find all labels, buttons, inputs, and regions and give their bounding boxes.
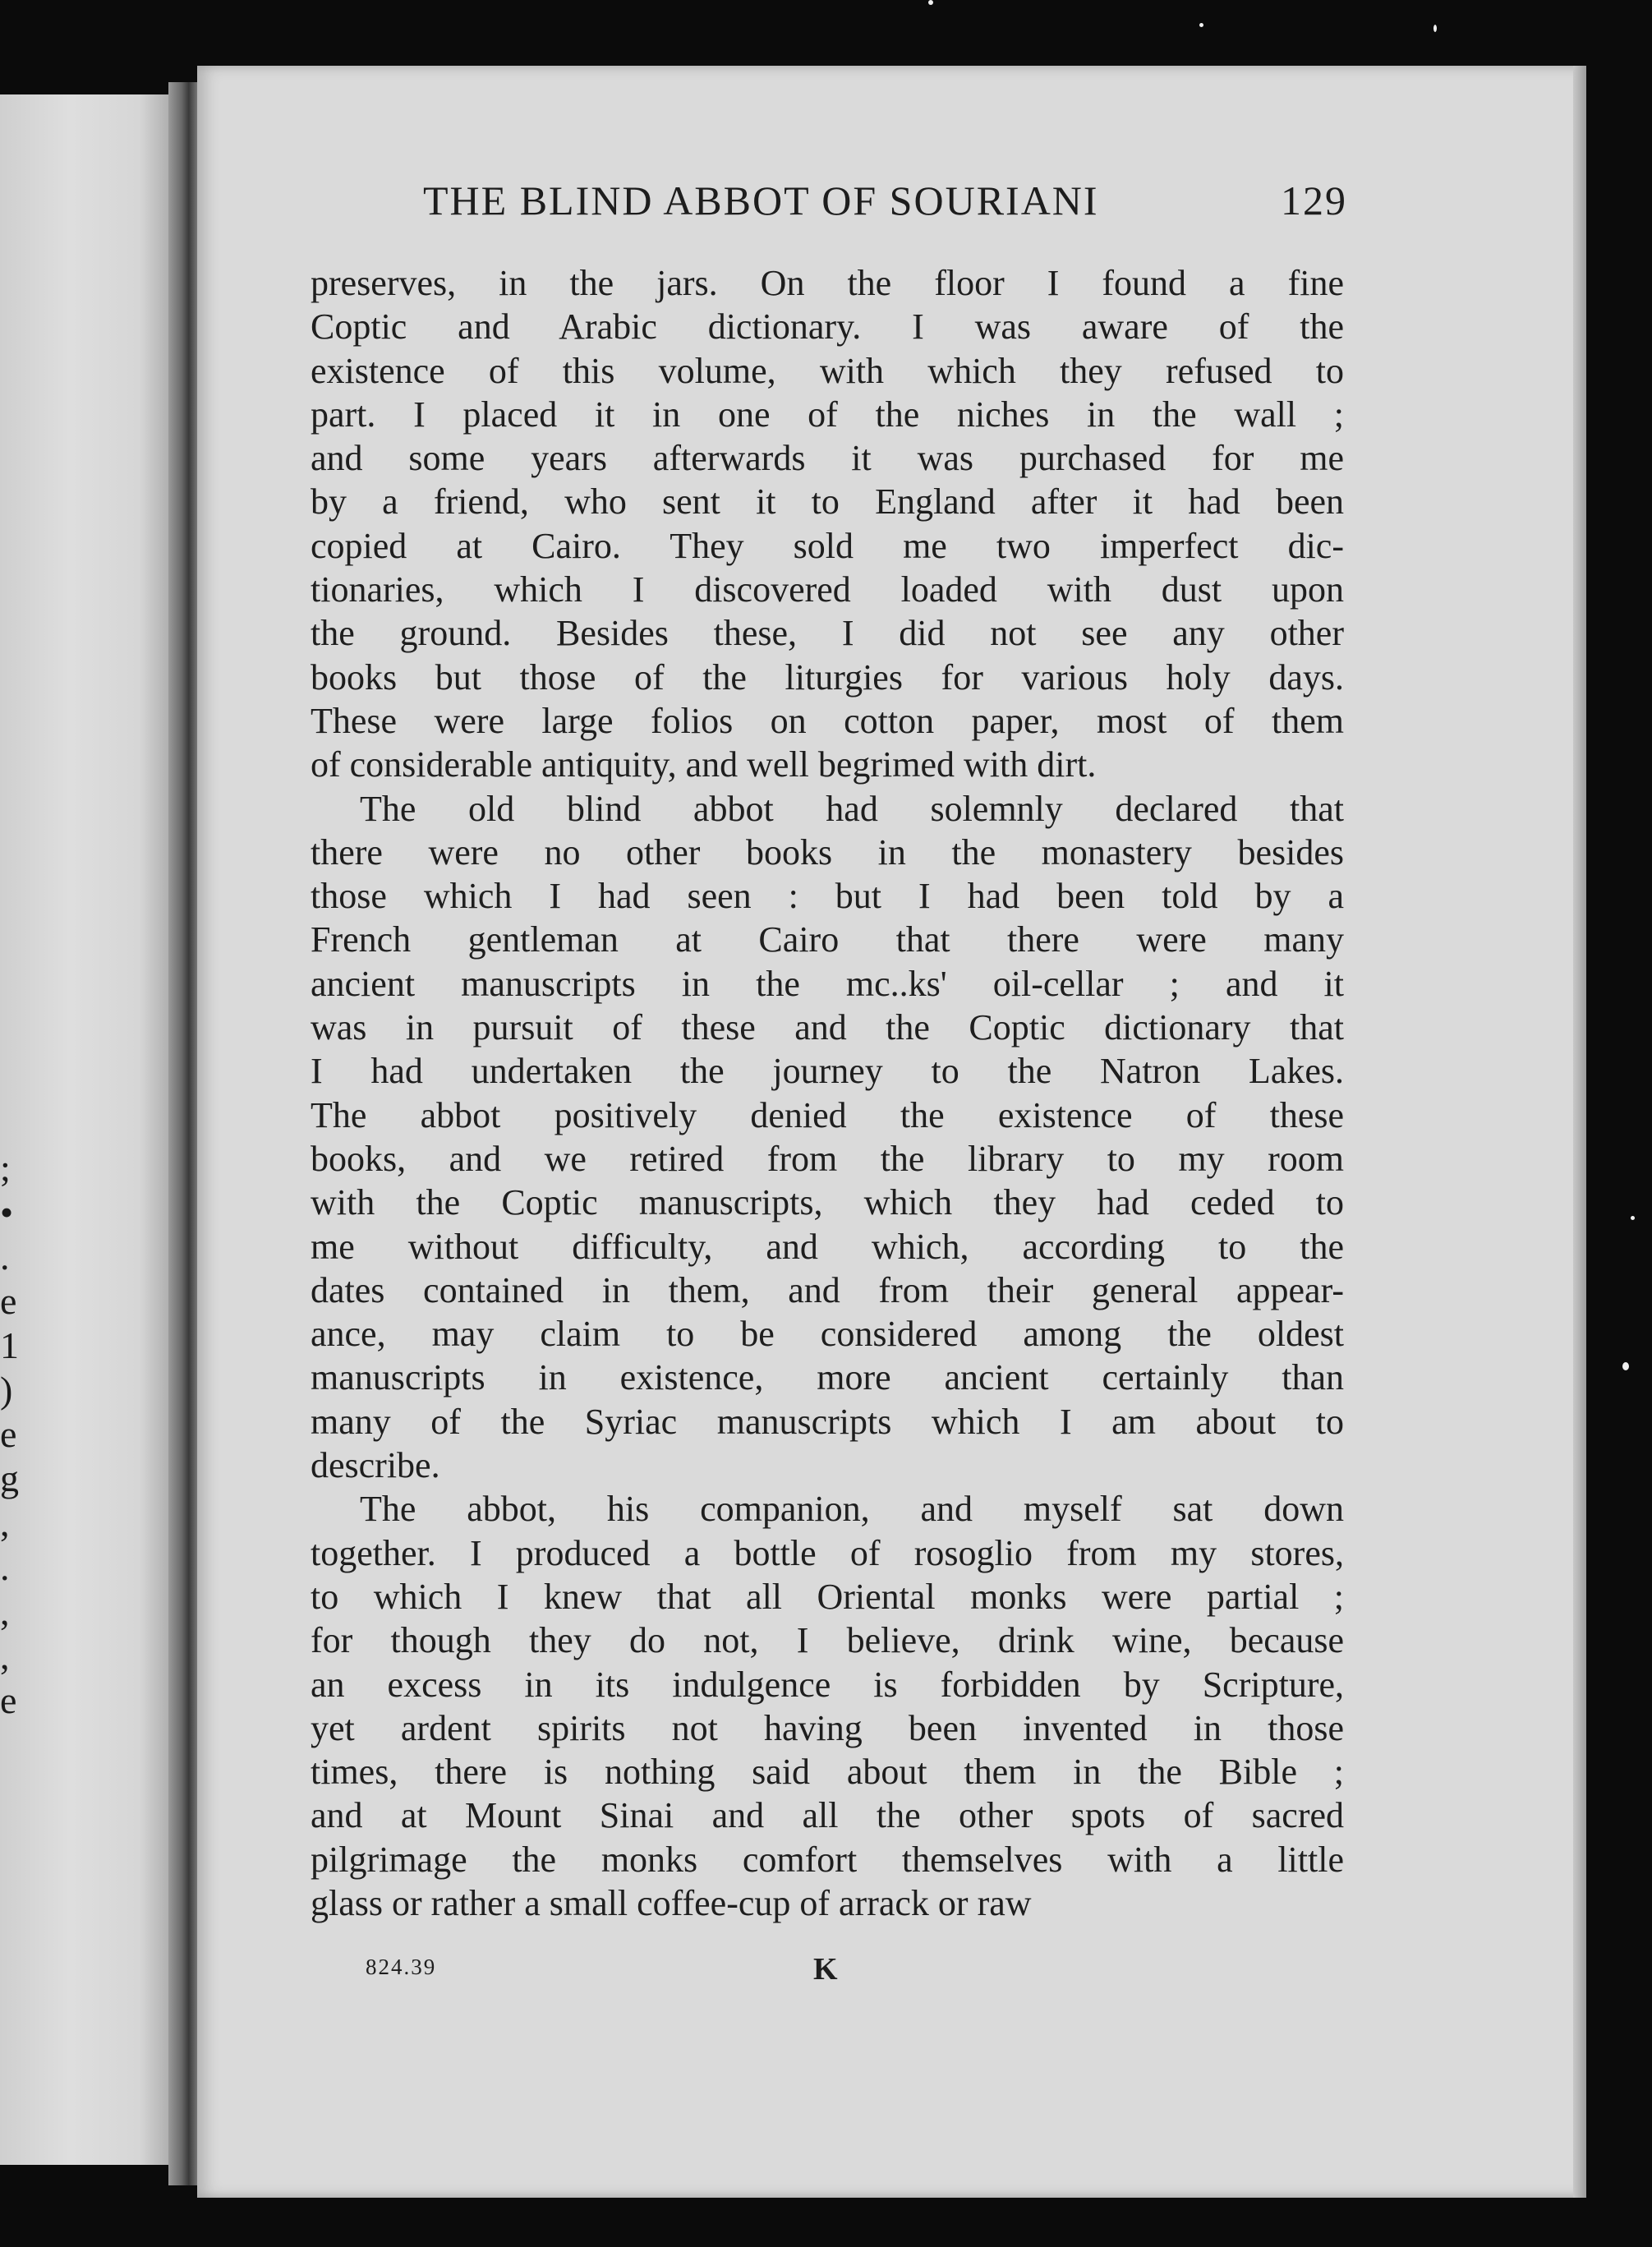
text-line: glass or rather a small coffee-cup of arrack or raw bbox=[311, 1882, 1032, 1923]
page-footer bbox=[0, 1951, 1652, 1992]
text-line: was in pursuit of these and the Coptic dictionary that bbox=[311, 1007, 1344, 1048]
left-page-fragment: . bbox=[0, 1546, 10, 1588]
left-page-fragment: g bbox=[0, 1457, 19, 1499]
text-line: The abbot, his companion, and myself sat down bbox=[360, 1489, 1344, 1530]
text-line: copied at Cairo. They sold me two imperfect dic- bbox=[311, 525, 1344, 566]
text-line: together. I produced a bottle of rosoglio from my stores, bbox=[311, 1532, 1344, 1573]
signature-mark: K bbox=[813, 1952, 838, 1987]
text-line: for though they do not, I believe, drink wine, because bbox=[311, 1620, 1344, 1661]
left-page-fragment: , bbox=[0, 1502, 10, 1544]
left-page-fragment: e bbox=[0, 1280, 17, 1322]
left-page-edge bbox=[0, 94, 174, 2165]
text-line: books, and we retired from the library to my room bbox=[311, 1138, 1344, 1179]
running-head bbox=[423, 177, 1347, 226]
text-line: by a friend, who sent it to England after it had been bbox=[311, 481, 1344, 523]
text-line: many of the Syriac manuscripts which I am about to bbox=[311, 1401, 1344, 1442]
text-line: an excess in its indulgence is forbidden by Scripture, bbox=[311, 1664, 1344, 1705]
text-line: ancient manuscripts in the mc..ks' oil-cellar ; and it bbox=[311, 963, 1344, 1004]
text-line: describe. bbox=[311, 1445, 440, 1486]
left-page-fragment: ) bbox=[0, 1369, 13, 1411]
left-page-fragment: , bbox=[0, 1591, 10, 1632]
left-page-fragment: • bbox=[0, 1191, 14, 1233]
text-line: yet ardent spirits not having been invented in those bbox=[311, 1707, 1344, 1748]
left-page-fragment: 1 bbox=[0, 1324, 19, 1366]
body-text bbox=[311, 261, 1344, 1925]
text-line: The old blind abbot had solemnly declared that bbox=[360, 788, 1344, 829]
text-line: of considerable antiquity, and well begrimed with dirt. bbox=[311, 744, 1097, 785]
text-line: dates contained in them, and from their general appear- bbox=[311, 1269, 1344, 1310]
text-line: preserves, in the jars. On the floor I found a fine bbox=[311, 263, 1344, 303]
text-line: the ground. Besides these, I did not see any other bbox=[311, 613, 1344, 654]
text-line: I had undertaken the journey to the Natron Lakes. bbox=[311, 1051, 1344, 1092]
left-page-fragment: e bbox=[0, 1413, 17, 1455]
running-head-title: THE BLIND ABBOT OF SOURIANI bbox=[423, 177, 1099, 223]
text-line: French gentleman at Cairo that there were many bbox=[311, 919, 1344, 960]
text-line: These were large folios on cotton paper, most of them bbox=[311, 700, 1344, 741]
text-line: with the Coptic manuscripts, which they had ceded to bbox=[311, 1182, 1344, 1223]
text-line: The abbot positively denied the existence of these bbox=[311, 1094, 1344, 1135]
text-line: to which I knew that all Oriental monks were partial ; bbox=[311, 1576, 1344, 1617]
text-line: books but those of the liturgies for various holy days. bbox=[311, 656, 1344, 698]
text-line: me without difficulty, and which, according to the bbox=[311, 1226, 1344, 1267]
text-line: part. I placed it in one of the niches in the wall ; bbox=[311, 394, 1344, 435]
text-line: pilgrimage the monks comfort themselves with a little bbox=[311, 1839, 1344, 1880]
page-number: 129 bbox=[1281, 177, 1347, 223]
text-line: times, there is nothing said about them in the Bible ; bbox=[311, 1752, 1344, 1793]
left-page-fragment: ; bbox=[0, 1147, 11, 1189]
text-line: there were no other books in the monastery besides bbox=[311, 831, 1344, 873]
page-right-edge bbox=[1573, 66, 1586, 2198]
text-line: ance, may claim to be considered among the oldest bbox=[311, 1314, 1344, 1355]
text-line: those which I had seen : but I had been told by a bbox=[311, 876, 1344, 917]
left-page-fragments bbox=[0, 1146, 20, 1723]
print-code: 824.39 bbox=[366, 1955, 437, 1979]
left-page-fragment: , bbox=[0, 1635, 10, 1677]
left-page-fragment: . bbox=[0, 1236, 10, 1278]
left-page-fragment: e bbox=[0, 1679, 17, 1721]
text-line: tionaries, which I discovered loaded with dust upon bbox=[311, 569, 1344, 610]
text-line: existence of this volume, with which they refused to bbox=[311, 350, 1344, 391]
text-line: and some years afterwards it was purchased for me bbox=[311, 438, 1344, 479]
text-line: manuscripts in existence, more ancient certainly than bbox=[311, 1357, 1344, 1398]
text-line: and at Mount Sinai and all the other spots of sacred bbox=[311, 1795, 1344, 1836]
text-line: Coptic and Arabic dictionary. I was aware of the bbox=[311, 306, 1344, 348]
